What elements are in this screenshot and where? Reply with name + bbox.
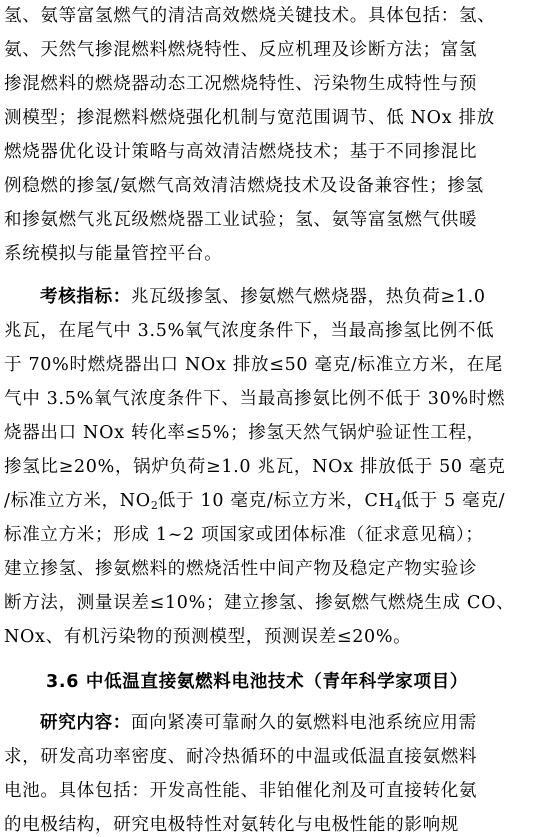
para1-line-8: 系统模拟与能量管控平台。 (4, 244, 223, 264)
para3-line-4: 的电极结构，研究电极特性对氨转化与电极性能的影响规 (4, 815, 459, 835)
para3-line-1-text: 面向紧凑可靠耐久的氨燃料电池系统应用需 (131, 713, 477, 733)
para2-line-6: 掺氢比≥20%，锅炉负荷≥1.0 兆瓦，NOx 排放低于 50 毫克 (4, 457, 506, 477)
para1-line-1: 氢、氨等富氢燃气的清洁高效燃烧关键技术。具体包括：氢、 (4, 6, 496, 26)
para3-line-1 (40, 711, 477, 735)
para1-line-4: 测模型；掺混燃料燃烧强化机制与宽范围调节、低 NOx 排放 (4, 108, 495, 128)
para1-line-2: 氨、天然气掺混燃料燃烧特性、反应机理及诊断方法；富氢 (4, 40, 478, 60)
para2-line-1 (40, 285, 486, 309)
para2-line-5: 烧器出口 NOx 转化率≤5%；掺氢天然气锅炉验证性工程， (4, 423, 485, 443)
para2-line-11: NOx、有机污染物的预测模型，预测误差≤20%。 (4, 627, 412, 647)
para2-line-1-text: 兆瓦级掺氢、掺氨燃气燃烧器，热负荷≥1.0 (131, 287, 486, 307)
section-heading: 3.6 中低温直接氨燃料电池技术（青年科学家项目） (46, 672, 469, 692)
ch4-subscript: 4 (394, 499, 402, 512)
para1-line-6: 例稳燃的掺氢/氨燃气高效清洁燃烧技术及设备兼容性；掺氢 (4, 176, 484, 196)
para2-line-7-c: 低于 10 毫克/标立方米，CH (157, 491, 395, 511)
document-page (4, 0, 530, 837)
para2-line-7-a: /标准立方米，NO (4, 491, 151, 511)
para1-line-7: 和掺氨燃气兆瓦级燃烧器工业试验；氢、氨等富氢燃气供暖 (4, 210, 478, 230)
para3-line-2: 求，研发高功率密度、耐冷热循环的中温或低温直接氨燃料 (4, 747, 478, 767)
para2-line-4: 气中 3.5%氧气浓度条件下、当最高掺氨比例不低于 30%时燃 (4, 389, 506, 409)
para1-line-3: 掺混燃料的燃烧器动态工况燃烧特性、污染物生成特性与预 (4, 74, 478, 94)
para2-line-7-e: 低于 5 毫克/ (401, 491, 506, 511)
para2-line-2: 兆瓦，在尾气中 3.5%氧气浓度条件下，当最高掺氢比例不低 (4, 321, 495, 341)
assessment-label: 考核指标： (40, 287, 131, 307)
para2-line-10: 断方法，测量误差≤10%；建立掺氢、掺氨燃气燃烧生成 CO、 (4, 593, 515, 613)
para3-line-3: 电池。具体包括：开发高性能、非铂催化剂及可直接转化氨 (4, 781, 478, 801)
para2-line-8: 标准立方米；形成 1~2 项国家或团体标准（征求意见稿）； (4, 525, 484, 545)
research-label: 研究内容： (40, 713, 131, 733)
para2-line-9: 建立掺氢、掺氨燃料的燃烧活性中间产物及稳定产物实验诊 (4, 559, 478, 579)
para1-line-5: 燃烧器优化设计策略与高效清洁燃烧技术；基于不同掺混比 (4, 142, 478, 162)
para2-line-3: 于 70%时燃烧器出口 NOx 排放≤50 毫克/标准立方米，在尾 (4, 355, 504, 375)
no2-subscript: 2 (150, 499, 158, 512)
para2-line-7 (4, 489, 505, 518)
